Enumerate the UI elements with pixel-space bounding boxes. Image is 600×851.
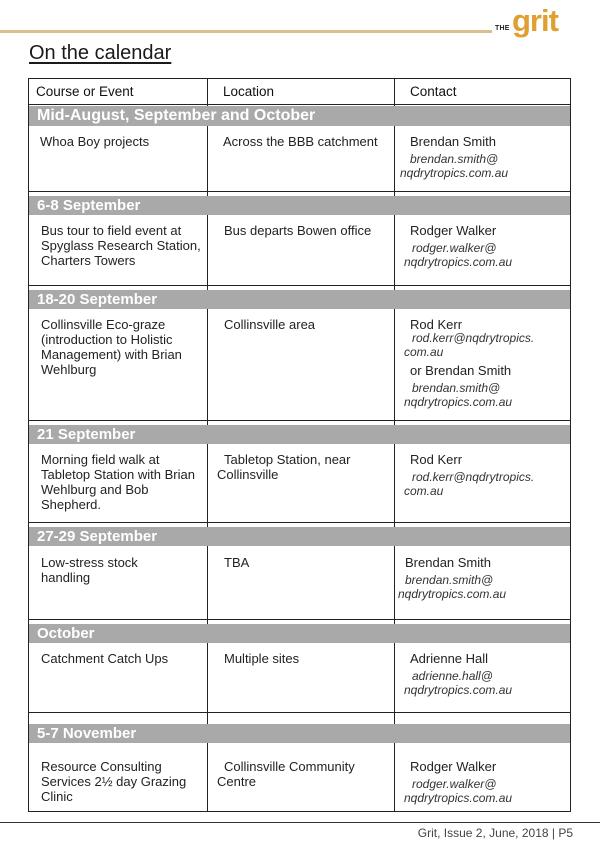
- row-divider: [29, 522, 570, 523]
- event-name: Morning field walk at Tabletop Station with Brian Wehlburg and Bob Shepherd.: [41, 452, 195, 512]
- row-divider: [29, 191, 570, 192]
- logo-word: grit: [512, 3, 558, 38]
- event-location: Collinsville area: [224, 317, 316, 332]
- event-location: Multiple sites: [224, 651, 300, 666]
- contact-name: Rod Kerr: [410, 317, 463, 332]
- page-footer: Grit, Issue 2, June, 2018 | P5: [417, 826, 573, 840]
- header-course: Course or Event: [36, 84, 134, 99]
- header-location: Location: [223, 84, 275, 99]
- event-location: TBA: [224, 555, 250, 570]
- event-location: Bus departs Bowen office: [224, 223, 372, 238]
- event-name: Whoa Boy projects: [40, 134, 150, 149]
- contact-email: brendan.smith@ nqdrytropics.com.au: [400, 152, 509, 180]
- contact-email: rod.kerr@nqdrytropics. com.au: [404, 470, 535, 498]
- contact-name-secondary: or Brendan Smith: [410, 363, 512, 378]
- page-title: On the calendar: [29, 42, 172, 64]
- contact-email: rod.kerr@nqdrytropics. com.au: [404, 331, 535, 359]
- event-name: Collinsville Eco-graze (introduction to Holistic Management) with Brian Wehlburg: [41, 317, 182, 377]
- contact-email-secondary: brendan.smith@ nqdrytropics.com.au: [404, 381, 513, 409]
- event-name: Low-stress stock handling: [41, 555, 138, 585]
- section-heading: October: [29, 624, 570, 643]
- contact-name: Rodger Walker: [410, 759, 497, 774]
- event-location: Collinsville Community Centre: [217, 759, 355, 789]
- row-divider: [29, 712, 570, 713]
- contact-name: Rodger Walker: [410, 223, 497, 238]
- contact-email: rodger.walker@ nqdrytropics.com.au: [404, 777, 513, 805]
- row-divider: [29, 619, 570, 620]
- logo-small-text: THE: [495, 25, 510, 32]
- event-name: Bus tour to field event at Spyglass Research Station, Charters Towers: [41, 223, 201, 268]
- contact-email: brendan.smith@ nqdrytropics.com.au: [398, 573, 507, 601]
- event-name: Resource Consulting Services 2½ day Grazing Clinic: [41, 759, 187, 804]
- contact-name: Brendan Smith: [405, 555, 491, 570]
- section-heading: 5-7 November: [29, 724, 570, 743]
- contact-name: Adrienne Hall: [410, 651, 489, 666]
- section-heading: 6-8 September: [29, 196, 570, 215]
- contact-name: Rod Kerr: [410, 452, 463, 467]
- section-heading: 21 September: [29, 425, 570, 444]
- header-rule: [0, 30, 492, 33]
- section-heading: 27-29 September: [29, 527, 570, 546]
- event-location: Across the BBB catchment: [223, 134, 378, 149]
- row-divider: [29, 104, 570, 105]
- row-divider: [29, 420, 570, 421]
- row-divider: [29, 285, 570, 286]
- contact-email: rodger.walker@ nqdrytropics.com.au: [404, 241, 513, 269]
- header-contact: Contact: [410, 84, 457, 99]
- contact-email: adrienne.hall@ nqdrytropics.com.au: [404, 669, 513, 697]
- contact-name: Brendan Smith: [410, 134, 496, 149]
- grit-logo: [493, 4, 573, 42]
- section-heading: 18-20 September: [29, 290, 570, 309]
- column-divider: [394, 79, 395, 811]
- calendar-table: [28, 78, 571, 812]
- footer-rule: [0, 822, 600, 823]
- event-location: Tabletop Station, near Collinsville: [217, 452, 351, 482]
- event-name: Catchment Catch Ups: [41, 651, 169, 666]
- section-heading: Mid-August, September and October: [29, 106, 570, 126]
- column-divider: [207, 79, 208, 811]
